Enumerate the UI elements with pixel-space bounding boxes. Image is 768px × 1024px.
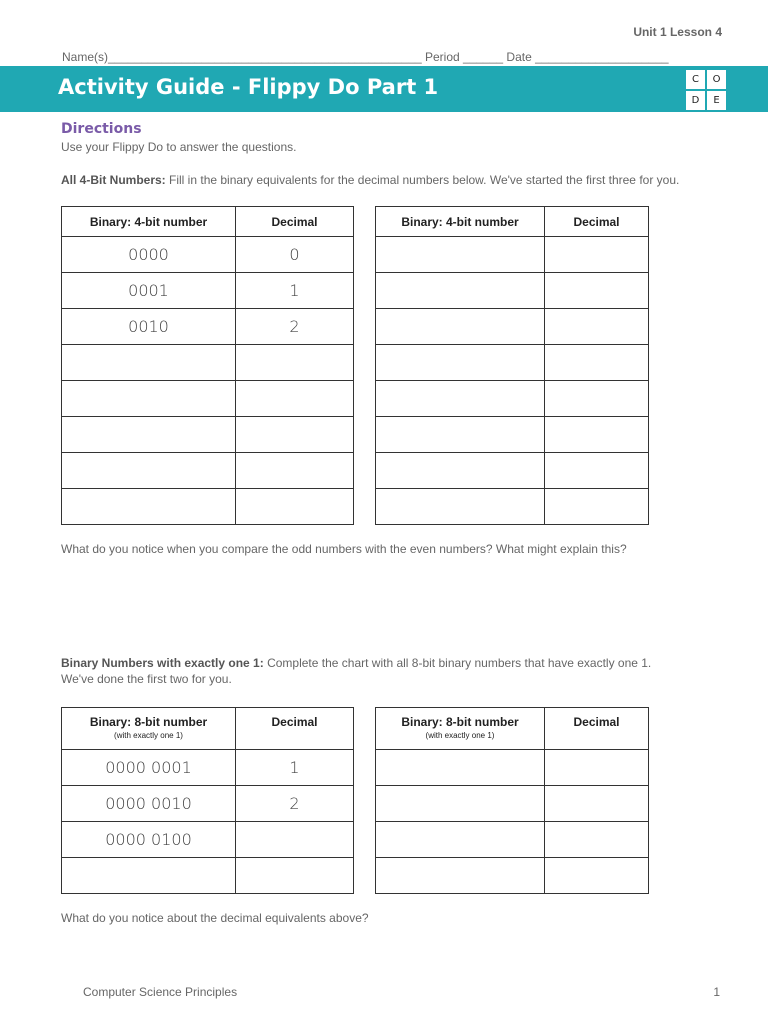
eight-bit-table-left xyxy=(61,707,354,894)
eight-bit-table-right xyxy=(375,707,649,894)
decimal-cell[interactable] xyxy=(545,381,649,417)
decimal-cell[interactable]: 2 xyxy=(236,786,354,822)
decimal-cell[interactable]: 1 xyxy=(236,750,354,786)
decimal-cell[interactable] xyxy=(236,345,354,381)
decimal-cell[interactable] xyxy=(545,858,649,894)
unit-lesson-label: Unit 1 Lesson 4 xyxy=(633,25,722,39)
col-header-binary xyxy=(62,708,236,750)
binary-cell[interactable] xyxy=(376,786,545,822)
decimal-cell[interactable] xyxy=(545,822,649,858)
table-row xyxy=(376,345,649,381)
col-header-binary-label: Binary: 8-bit number xyxy=(89,715,208,729)
decimal-cell[interactable] xyxy=(545,453,649,489)
binary-cell[interactable] xyxy=(376,750,545,786)
binary-cell[interactable]: 0000 0001 xyxy=(62,750,236,786)
binary-cell[interactable] xyxy=(62,417,236,453)
footer-course: Computer Science Principles xyxy=(83,985,238,999)
binary-cell[interactable] xyxy=(376,858,545,894)
four-bit-table-right xyxy=(375,206,649,525)
decimal-cell[interactable] xyxy=(236,381,354,417)
section2-label: Binary Numbers with exactly one 1: xyxy=(61,656,264,670)
page-title: Activity Guide - Flippy Do Part 1 xyxy=(58,75,439,99)
section1-label: All 4-Bit Numbers: xyxy=(61,173,166,187)
table-row xyxy=(62,237,354,273)
decimal-cell[interactable] xyxy=(545,786,649,822)
section1-instructions xyxy=(61,173,679,187)
decimal-cell[interactable] xyxy=(545,489,649,525)
binary-cell[interactable]: 0010 xyxy=(62,309,236,345)
col-header-binary: Binary: 4-bit number xyxy=(376,207,545,237)
decimal-cell[interactable] xyxy=(236,417,354,453)
binary-cell[interactable] xyxy=(376,453,545,489)
logo-letter-d: D xyxy=(686,91,705,110)
table-row xyxy=(376,786,649,822)
table-row xyxy=(376,858,649,894)
table-row xyxy=(62,453,354,489)
col-header-decimal: Decimal xyxy=(236,207,354,237)
section2-instructions xyxy=(61,656,651,670)
directions-heading: Directions xyxy=(61,121,142,137)
logo-letter-e: E xyxy=(707,91,726,110)
table-row xyxy=(376,453,649,489)
binary-cell[interactable] xyxy=(376,237,545,273)
four-bit-table-left xyxy=(61,206,354,525)
binary-cell[interactable] xyxy=(376,309,545,345)
decimal-cell[interactable] xyxy=(545,309,649,345)
col-header-binary-label: Binary: 8-bit number xyxy=(401,715,519,729)
decimal-cell[interactable] xyxy=(545,345,649,381)
table-row xyxy=(376,417,649,453)
decimal-cell[interactable] xyxy=(545,237,649,273)
section1-text: Fill in the binary equivalents for the decimal numbers below. We've started the first three for you. xyxy=(165,173,680,187)
binary-cell[interactable]: 0001 xyxy=(62,273,236,309)
table-row xyxy=(62,489,354,525)
table-row xyxy=(376,489,649,525)
decimal-cell[interactable]: 0 xyxy=(236,237,354,273)
col-header-binary: Binary: 4-bit number xyxy=(62,207,236,237)
table-row xyxy=(376,237,649,273)
binary-cell[interactable] xyxy=(62,453,236,489)
col-header-decimal: Decimal xyxy=(545,708,649,750)
table-row xyxy=(376,273,649,309)
table-row xyxy=(376,822,649,858)
binary-cell[interactable] xyxy=(376,381,545,417)
col-header-binary-sub: (with exactly one 1) xyxy=(114,731,183,740)
decimal-cell[interactable]: 1 xyxy=(236,273,354,309)
decimal-cell[interactable] xyxy=(545,750,649,786)
binary-cell[interactable] xyxy=(376,345,545,381)
decimal-cell[interactable] xyxy=(545,273,649,309)
table-row xyxy=(62,858,354,894)
section2-text: Complete the chart with all 8-bit binary numbers that have exactly one 1. xyxy=(263,656,652,670)
table-row xyxy=(62,417,354,453)
question-odd-even: What do you notice when you compare the odd numbers with the even numbers? What might explain this? xyxy=(61,542,627,556)
col-header-binary-sub: (with exactly one 1) xyxy=(425,731,495,740)
table-row xyxy=(376,750,649,786)
decimal-cell[interactable] xyxy=(236,453,354,489)
binary-cell[interactable] xyxy=(62,381,236,417)
binary-cell[interactable] xyxy=(62,858,236,894)
binary-cell[interactable] xyxy=(376,489,545,525)
table-row xyxy=(62,750,354,786)
table-row xyxy=(62,822,354,858)
binary-cell[interactable] xyxy=(376,822,545,858)
decimal-cell[interactable] xyxy=(236,858,354,894)
table-row xyxy=(62,345,354,381)
table-row xyxy=(62,309,354,345)
code-logo xyxy=(686,70,726,110)
name-period-date-line: Name(s)_______________________________________________ Period ______ Date ____________________ xyxy=(62,50,669,64)
table-row xyxy=(62,381,354,417)
section2-text-line2: We've done the first two for you. xyxy=(61,672,232,686)
table-row xyxy=(62,786,354,822)
question-decimal-equivalents: What do you notice about the decimal equivalents above? xyxy=(61,911,369,925)
logo-letter-o: O xyxy=(707,70,726,89)
decimal-cell[interactable]: 2 xyxy=(236,309,354,345)
title-band xyxy=(0,66,768,112)
decimal-cell[interactable] xyxy=(236,822,354,858)
col-header-binary xyxy=(376,708,545,750)
binary-cell[interactable]: 0000 xyxy=(62,237,236,273)
table-row xyxy=(376,309,649,345)
col-header-decimal: Decimal xyxy=(545,207,649,237)
table-row xyxy=(62,273,354,309)
binary-cell[interactable] xyxy=(62,489,236,525)
table-row xyxy=(376,381,649,417)
binary-cell[interactable] xyxy=(376,417,545,453)
directions-text: Use your Flippy Do to answer the questions. xyxy=(61,140,297,154)
binary-cell[interactable] xyxy=(62,345,236,381)
binary-cell[interactable]: 0000 0010 xyxy=(62,786,236,822)
footer-page-number: 1 xyxy=(713,985,720,999)
decimal-cell[interactable] xyxy=(545,417,649,453)
decimal-cell[interactable] xyxy=(236,489,354,525)
logo-letter-c: C xyxy=(686,70,705,89)
col-header-decimal: Decimal xyxy=(236,708,354,750)
binary-cell[interactable]: 0000 0100 xyxy=(62,822,236,858)
binary-cell[interactable] xyxy=(376,273,545,309)
